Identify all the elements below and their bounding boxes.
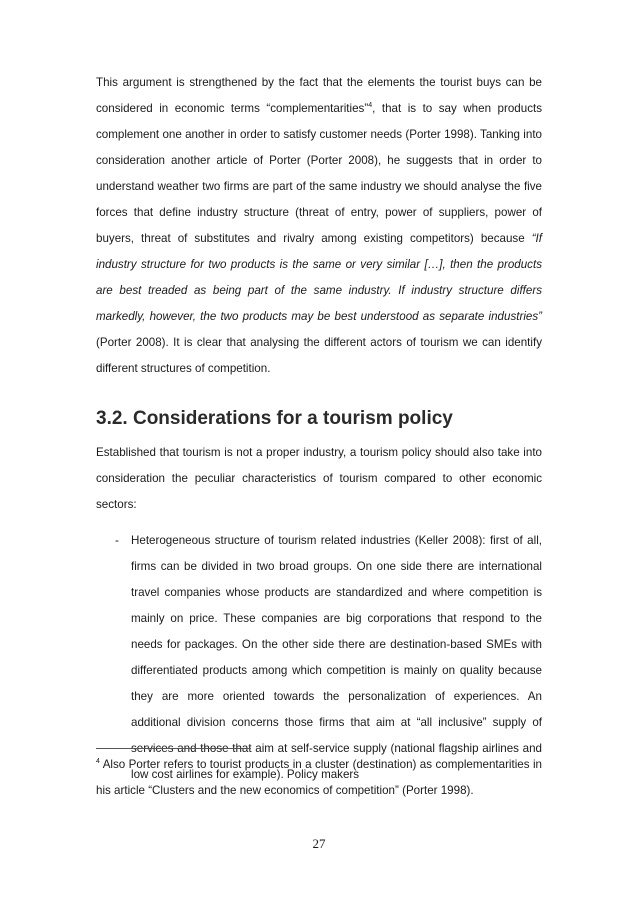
bullet-text: Heterogeneous structure of tourism related industries (Keller 2008): first of all, firms can be divided in two broad groups. On one side there are international travel companies whose products are standardized and where competition is mainly on price. These companies are big corporations that respond to the needs for packages. On the other side there are destination-based SMEs with differentiated products among which competition is mainly on quality because they are more oriented towards the personalization of experiences. An additional division concerns those firms that aim at “all inclusive” supply of services and those that aim at self-service supply (national flagship airlines and low cost airlines for example). Policy makers	[131, 534, 542, 781]
paragraph-tail: (Porter 2008). It is clear that analysing the different actors of tourism we can identify different structures of competition.	[96, 336, 542, 375]
footnote-reference[interactable]: 4	[368, 102, 373, 110]
footnote-text: Also Porter refers to tourist products in a cluster (destination) as complementarities in his article “Clusters and the new economics of competition” (Porter 1998).	[96, 758, 542, 797]
paragraph-argument	[96, 70, 542, 382]
paragraph-continuation: , that is to say when products complement one another in order to satisfy customer needs (Porter 1998). Tanking into consideration another article of Porter (Porter 2008), he suggests that in order to understand weather two firms are part of the same industry we should analyse the five forces that define industry structure (threat of entry, power of suppliers, power of buyers, threat of substitutes and rivalry among existing competitors) because	[96, 102, 543, 245]
page-number: 27	[312, 836, 326, 851]
footnote-number: 4	[96, 758, 100, 766]
paragraph-policy: Established that tourism is not a proper industry, a tourism policy should also take into consideration the peculiar characteristics of tourism compared to other economic sectors:	[96, 446, 542, 511]
footnote	[96, 752, 542, 804]
porter-quote: “If industry structure for two products is the same or very similar […], then the products are best treaded as being part of the same industry. If industry structure differs markedly, however, the two products may be best understood as separate industries”	[96, 232, 542, 323]
section-heading: 3.2. Considerations for a tourism policy	[96, 408, 453, 429]
paragraph-lead: This argument is strengthened by the fact that the elements the tourist buys can be considered in economic terms “complementarities”	[96, 76, 542, 115]
footnote-divider	[96, 748, 251, 749]
list-item	[96, 528, 542, 788]
body-text	[96, 70, 542, 788]
bullet-marker: -	[115, 534, 119, 547]
